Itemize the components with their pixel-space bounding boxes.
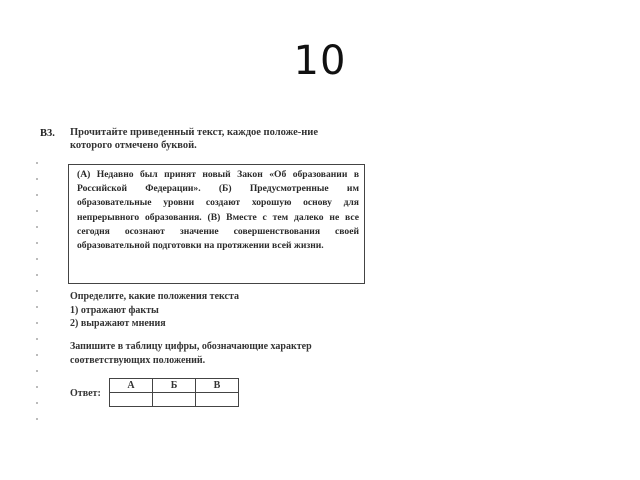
write-instruction: Запишите в таблицу цифры, обозначающие характер соответствующих положений.	[70, 341, 312, 366]
source-text: (А) Недавно был принят новый Закон «Об образовании в Российской Федерации». (Б) Предусмотренные им образовательные уровни создают хорошую основу для непрерывного образования. (В) Вместе с тем далеко не все сегодня осознают значение совершенствования своей образовательной подготовки на протяжении всей жизни.	[77, 169, 359, 252]
answer-header-a: А	[110, 379, 153, 393]
answer-label: Ответ:	[70, 388, 101, 399]
answer-header-b: Б	[153, 379, 196, 393]
task-number: В3.	[40, 128, 55, 139]
answer-table-header-row	[110, 379, 239, 393]
option-opinions: 2) выражают мнения	[70, 318, 166, 329]
source-text-box	[68, 164, 365, 284]
answer-cell-b[interactable]	[153, 393, 196, 407]
option-facts: 1) отражают факты	[70, 304, 159, 316]
scan-edge-dots	[36, 162, 38, 422]
question	[70, 290, 360, 331]
slide-title: 10	[293, 38, 347, 84]
answer-cell-a[interactable]	[110, 393, 153, 407]
scanned-task	[36, 122, 366, 422]
answer-cell-v[interactable]	[196, 393, 239, 407]
answer-header-v: В	[196, 379, 239, 393]
task-instruction: Прочитайте приведенный текст, каждое положе-ние которого отмечено буквой.	[70, 127, 318, 151]
answer-table-value-row	[110, 393, 239, 407]
answer-table	[109, 378, 239, 407]
question-intro: Определите, какие положения текста	[70, 291, 240, 302]
